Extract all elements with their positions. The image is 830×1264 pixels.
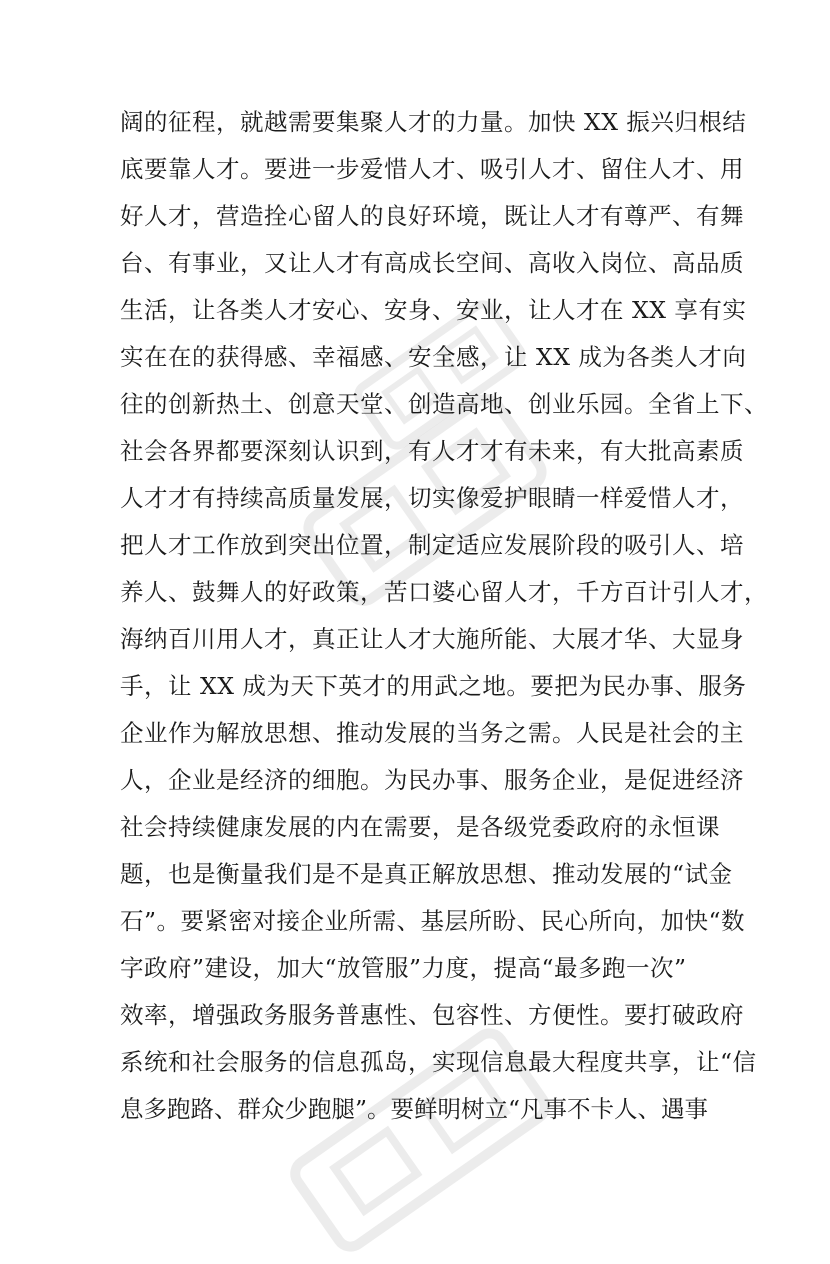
text-line: 系统和社会服务的信息孤岛，实现信息最大程度共享，让“信	[120, 1048, 757, 1076]
body-paragraph	[120, 99, 768, 1133]
text-line: 把人才工作放到突出位置，制定适应发展阶段的吸引人、培	[120, 531, 744, 559]
text-line: 养人、鼓舞人的好政策，苦口婆心留人才，千方百计引人才，	[120, 578, 768, 606]
text-line: 企业作为解放思想、推动发展的当务之需。人民是社会的主	[120, 719, 744, 747]
text-line: 石”。要紧密对接企业所需、基层所盼、民心所向，加快“数	[120, 907, 746, 935]
text-line: 社会持续健康发展的内在需要，是各级党委政府的永恒课	[120, 813, 720, 841]
text-line: 底要靠人才。要进一步爱惜人才、吸引人才、留住人才、用	[120, 155, 744, 183]
text-line: 好人才，营造拴心留人的良好环境，既让人才有尊严、有舞	[120, 202, 744, 230]
text-line: 人，企业是经济的细胞。为民办事、服务企业，是促进经济	[120, 766, 744, 794]
text-line: 往的创新热土、创意天堂、创造高地、创业乐园。全省上下、	[120, 390, 768, 418]
text-line: 社会各界都要深刻认识到，有人才才有未来，有大批高素质	[120, 437, 744, 465]
text-line: 实在在的获得感、幸福感、安全感，让 XX 成为各类人才向	[120, 343, 747, 371]
text-line: 海纳百川用人才，真正让人才大施所能、大展才华、大显身	[120, 625, 744, 653]
text-line: 效率，增强政务服务普惠性、包容性、方便性。要打破政府	[120, 1001, 744, 1029]
text-line: 息多跑路、群众少跑腿”。要鲜明树立“凡事不卡人、遇事	[120, 1095, 709, 1123]
text-line: 台、有事业，又让人才有高成长空间、高收入岗位、高品质	[120, 249, 744, 277]
text-line: 手，让 XX 成为天下英才的用武之地。要把为民办事、服务	[120, 672, 747, 700]
text-line: 阔的征程，就越需要集聚人才的力量。加快 XX 振兴归根结	[120, 108, 747, 136]
text-line: 题，也是衡量我们是不是真正解放思想、推动发展的“试金	[120, 860, 733, 888]
text-line: 人才才有持续高质量发展，切实像爱护眼睛一样爱惜人才，	[120, 484, 744, 512]
text-line: 字政府”建设，加大“放管服”力度，提高“最多跑一次”	[120, 954, 687, 982]
text-line: 生活，让各类人才安心、安身、安业，让人才在 XX 享有实	[120, 296, 747, 324]
